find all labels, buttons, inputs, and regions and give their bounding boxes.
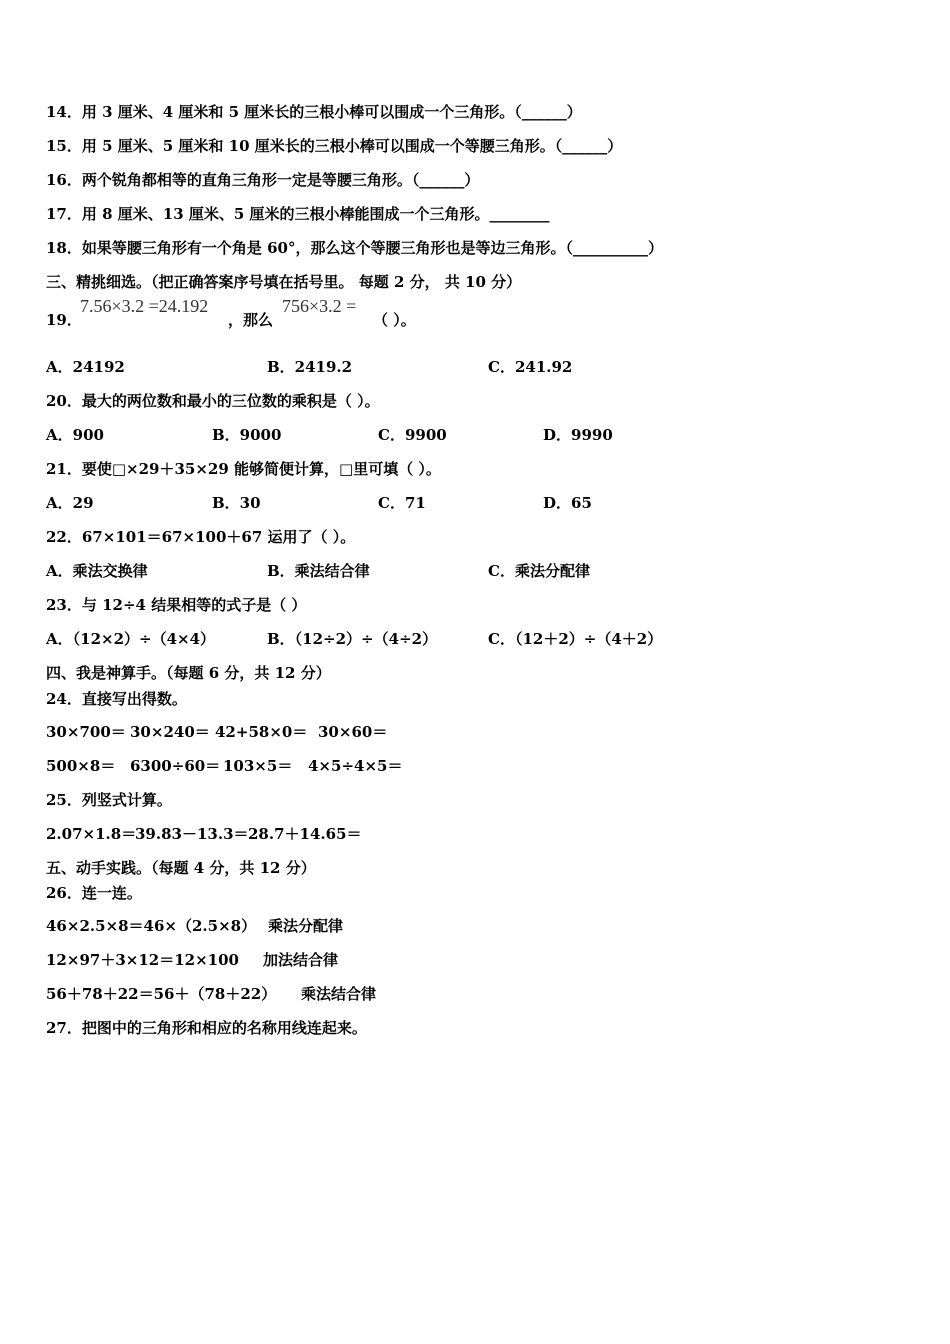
- q27-text: 27．把图中的三角形和相应的名称用线连起来。: [46, 1019, 367, 1037]
- q22-option-a: A．乘法交换律: [46, 562, 148, 580]
- q25-c: 28.7＋14.65＝: [248, 825, 362, 843]
- q20-option-d: D．9990: [543, 426, 613, 444]
- q19-option-a: A．24192: [46, 358, 125, 376]
- q24-r1-b: 30×240＝: [130, 723, 210, 741]
- section3-title: 三、精挑细选。（把正确答案序号填在括号里。 每题 2 分， 共 10 分）: [46, 273, 522, 291]
- q20-option-a: A．900: [46, 426, 104, 444]
- q26-right-2: 加法结合律: [263, 951, 339, 969]
- q19-mid: ，那么: [228, 311, 274, 329]
- q21-option-c: C．71: [378, 494, 426, 512]
- q21-option-d: D．65: [543, 494, 592, 512]
- q26-left-1: 46×2.5×8＝46×（2.5×8）: [46, 917, 257, 935]
- q23-option-b: B．（12÷2）÷（4÷2）: [267, 630, 438, 648]
- q24-r2-b: 6300÷60＝: [130, 757, 221, 775]
- q19-formula1: 7.56×3.2 =24.192: [80, 296, 209, 316]
- q24-r1-a: 30×700＝: [46, 723, 126, 741]
- q23-option-a: A．（12×2）÷（4×4）: [46, 630, 216, 648]
- q21-option-a: A．29: [46, 494, 94, 512]
- judge-14: 14．用 3 厘米、4 厘米和 5 厘米长的三根小棒可以围成一个三角形。（______）: [46, 103, 582, 121]
- q26-left-2: 12×97＋3×12＝12×100: [46, 951, 239, 969]
- q26-left-3: 56＋78＋22＝56＋（78＋22）: [46, 985, 277, 1003]
- q19-formula2: 756×3.2 =: [282, 296, 357, 316]
- q24-text: 24．直接写出得数。: [46, 690, 187, 708]
- q21-option-b: B．30: [212, 494, 261, 512]
- q23-option-c: C．（12＋2）÷（4＋2）: [488, 630, 663, 648]
- q24-r2-c: 103×5＝: [223, 757, 293, 775]
- q26-right-3: 乘法结合律: [301, 985, 377, 1003]
- q19-option-b: B．2419.2: [267, 358, 353, 376]
- judge-17: 17．用 8 厘米、13 厘米、5 厘米的三根小棒能围成一个三角形。________: [46, 205, 550, 223]
- q24-r1-d: 30×60＝: [318, 723, 388, 741]
- q24-r2-d: 4×5÷4×5＝: [308, 757, 403, 775]
- q22-option-b: B．乘法结合律: [267, 562, 370, 580]
- q23-text: 23．与 12÷4 结果相等的式子是（ ）: [46, 596, 307, 614]
- q19-option-c: C．241.92: [488, 358, 573, 376]
- q22-option-c: C．乘法分配律: [488, 562, 590, 580]
- q19-number: 19．: [46, 311, 82, 329]
- q20-option-b: B．9000: [212, 426, 282, 444]
- q26-text: 26．连一连。: [46, 884, 142, 902]
- q25-a: 2.07×1.8＝: [46, 825, 137, 843]
- q19-tail: （ ）。: [373, 311, 416, 329]
- section5-title: 五、动手实践。（每题 4 分，共 12 分）: [46, 859, 316, 877]
- q25-text: 25．列竖式计算。: [46, 791, 172, 809]
- q20-text: 20．最大的两位数和最小的三位数的乘积是（ ）。: [46, 392, 380, 410]
- section4-title: 四、我是神算手。（每题 6 分，共 12 分）: [46, 664, 331, 682]
- q22-text: 22．67×101＝67×100＋67 运用了（ ）。: [46, 528, 356, 546]
- q21-text: 21．要使□×29＋35×29 能够简便计算，□里可填（ ）。: [46, 460, 441, 478]
- q24-r1-c: 42+58×0＝: [215, 723, 308, 741]
- judge-16: 16．两个锐角都相等的直角三角形一定是等腰三角形。（______）: [46, 171, 480, 189]
- judge-15: 15．用 5 厘米、5 厘米和 10 厘米长的三根小棒可以围成一个等腰三角形。（______）: [46, 137, 623, 155]
- q25-b: 39.83－13.3＝: [135, 825, 249, 843]
- q20-option-c: C．9900: [378, 426, 447, 444]
- judge-18: 18．如果等腰三角形有一个角是 60°，那么这个等腰三角形也是等边三角形。（__________）: [46, 239, 663, 257]
- q24-r2-a: 500×8＝: [46, 757, 116, 775]
- q26-right-1: 乘法分配律: [268, 917, 344, 935]
